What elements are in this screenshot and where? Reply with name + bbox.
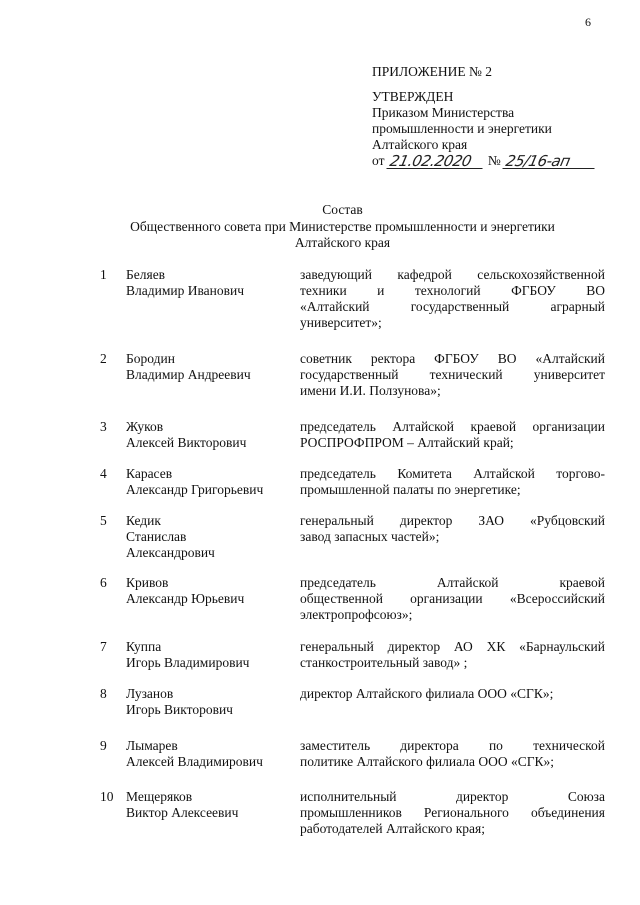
member-given-name: Станислав (126, 529, 187, 544)
member-number: 1 (100, 267, 107, 282)
member-number: 9 (100, 738, 107, 753)
member-position (300, 267, 605, 331)
position-line: генеральный директор АО ХК «Барнаульский (300, 639, 605, 654)
member-name (126, 738, 296, 770)
member-patronymic: Александрович (126, 545, 215, 560)
member-surname: Кедик (126, 513, 161, 528)
position-line: электропрофсоюз»; (300, 607, 413, 622)
position-line: имени И.И. Ползунова»; (300, 383, 441, 398)
member-position (300, 575, 605, 623)
member-number: 5 (100, 513, 107, 528)
member-position (300, 351, 605, 399)
handwritten-order-number: 25/16-ап (503, 154, 598, 169)
member-surname: Жуков (126, 419, 164, 434)
member-surname: Мещеряков (126, 789, 193, 804)
position-line: генеральный директор ЗАО «Рубцовский (300, 513, 605, 528)
member-name (126, 267, 296, 299)
member-position (300, 419, 605, 451)
position-line: промышленников Регионального объединения (300, 805, 605, 820)
member-surname: Лымарев (126, 738, 178, 753)
handwritten-date: 21.02.2020 (386, 154, 485, 169)
member-position (300, 789, 605, 837)
position-line: политике Алтайского филиала ООО «СГК»; (300, 754, 555, 769)
member-number: 2 (100, 351, 107, 366)
member-surname: Бородин (126, 351, 175, 366)
heading-subtitle-line-2: Алтайского края (294, 235, 391, 250)
position-line: техники и технологий ФГБОУ ВО (300, 283, 605, 298)
position-line: общественной организации «Всероссийский (300, 591, 605, 606)
position-line: заместитель директора по технической (300, 738, 605, 753)
member-given-name: Игорь Владимирович (126, 655, 250, 670)
heading-title: Состав (322, 202, 363, 217)
position-line: промышленной палаты по энергетике; (300, 482, 521, 497)
member-given-name: Игорь Викторович (126, 702, 233, 717)
position-line: председатель Алтайской краевой организации (300, 419, 605, 434)
position-line: завод запасных частей»; (300, 529, 440, 544)
member-given-name: Владимир Андреевич (126, 367, 251, 382)
member-name (126, 575, 296, 607)
member-surname: Кривов (126, 575, 169, 590)
position-line: «Алтайский государственный аграрный (300, 299, 605, 314)
member-given-name: Виктор Алексеевич (126, 805, 239, 820)
member-position (300, 466, 605, 498)
member-number: 3 (100, 419, 107, 434)
member-position (300, 513, 605, 545)
member-surname: Карасев (126, 466, 173, 481)
member-name (126, 351, 296, 383)
member-name (126, 419, 296, 451)
position-line: РОСПРОФПРОМ – Алтайский край; (300, 435, 514, 450)
member-number: 6 (100, 575, 107, 590)
member-name (126, 686, 296, 718)
position-line: университет»; (300, 315, 382, 330)
position-line: станкостроительный завод» ; (300, 655, 468, 670)
member-surname: Лузанов (126, 686, 174, 701)
member-position (300, 639, 605, 671)
approved-label: УТВЕРЖДЕН (372, 89, 454, 104)
number-prefix: № (487, 153, 501, 168)
position-line: заведующий кафедрой сельскохозяйственной (300, 267, 605, 282)
order-line-3: Алтайского края (372, 137, 468, 152)
member-number: 4 (100, 466, 107, 481)
position-line: председатель Алтайской краевой (300, 575, 605, 590)
member-surname: Куппа (126, 639, 162, 654)
member-name (126, 513, 296, 561)
member-position (300, 686, 605, 702)
member-name (126, 789, 296, 821)
document-heading (60, 202, 625, 251)
page-number: 6 (585, 15, 591, 29)
order-date-number-line (372, 153, 622, 169)
member-number: 7 (100, 639, 107, 654)
position-line: работодателей Алтайского края; (300, 821, 485, 836)
position-line: исполнительный директор Союза (300, 789, 605, 804)
position-line: государственный технический университет (300, 367, 605, 382)
approval-stamp-block (372, 64, 622, 169)
appendix-title: ПРИЛОЖЕНИЕ № 2 (372, 64, 493, 79)
member-given-name: Александр Григорьевич (126, 482, 264, 497)
member-given-name: Алексей Викторович (126, 435, 247, 450)
position-line: председатель Комитета Алтайской торгово- (300, 466, 605, 481)
order-line-1: Приказом Министерства (372, 105, 515, 120)
order-line-2: промышленности и энергетики (372, 121, 552, 136)
position-line: директор Алтайского филиала ООО «СГК»; (300, 686, 554, 701)
date-prefix: от (372, 153, 385, 168)
member-given-name: Александр Юрьевич (126, 591, 245, 606)
member-name (126, 639, 296, 671)
member-given-name: Владимир Иванович (126, 283, 245, 298)
member-given-name: Алексей Владимирович (126, 754, 263, 769)
heading-subtitle-line-1: Общественного совета при Министерстве промышленности и энергетики (130, 219, 555, 234)
position-line: советник ректора ФГБОУ ВО «Алтайский (300, 351, 605, 366)
member-position (300, 738, 605, 770)
member-number: 8 (100, 686, 107, 701)
member-name (126, 466, 296, 498)
member-number: 10 (100, 789, 114, 804)
member-surname: Беляев (126, 267, 166, 282)
